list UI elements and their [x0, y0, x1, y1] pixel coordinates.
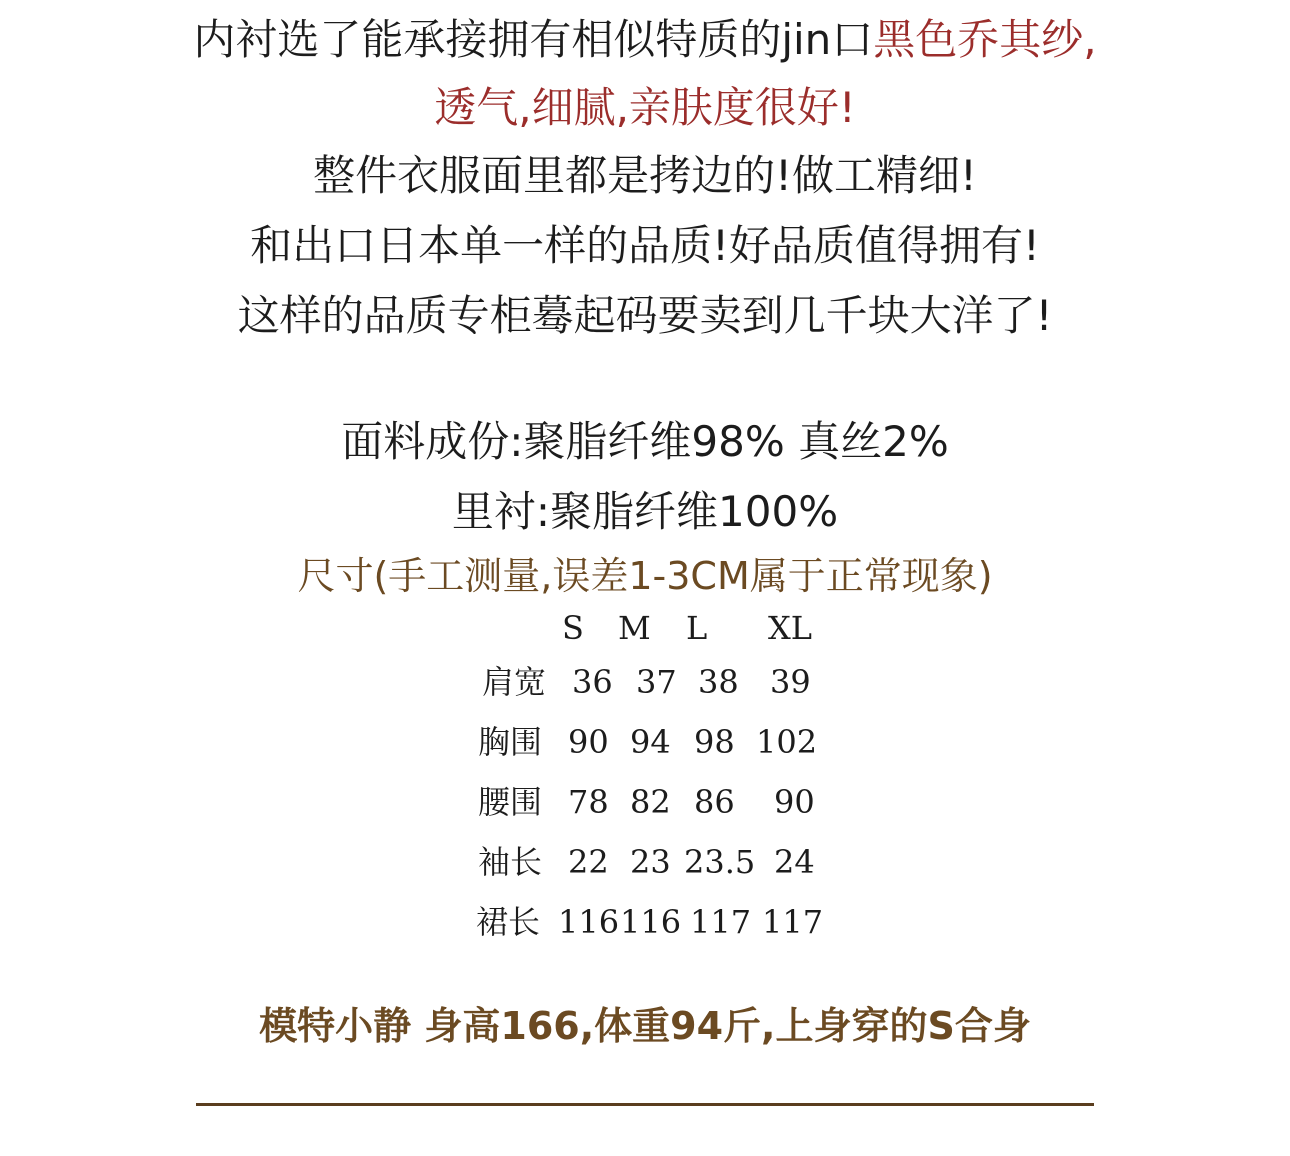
table-cell: 116	[558, 903, 620, 941]
row-label-sleeve: 袖长	[478, 843, 543, 881]
fabric-shell: 面料成份:聚脂纤维98% 真丝2%	[341, 417, 949, 466]
table-cell: 90	[568, 723, 609, 761]
fabric-lining: 里衬:聚脂纤维100%	[451, 487, 839, 536]
table-cell: 37	[636, 663, 677, 701]
intro-line-1	[0, 14, 1290, 66]
table-cell: 86	[694, 783, 735, 821]
size-header-xl: XL	[768, 609, 813, 647]
row-label-chest: 胸围	[478, 723, 543, 761]
table-cell: 22	[568, 843, 609, 881]
intro-line-4: 和出口日本单一样的品质!好品质值得拥有!	[250, 221, 1040, 270]
row-label-shoulder: 肩宽	[482, 663, 547, 701]
table-cell: 82	[630, 783, 671, 821]
table-cell: 102	[756, 723, 818, 761]
divider	[196, 1103, 1094, 1106]
table-cell: 116	[620, 903, 682, 941]
table-cell: 24	[774, 843, 815, 881]
row-label-length: 裙长	[476, 903, 541, 941]
row-label-waist: 腰围	[478, 783, 543, 821]
table-cell: 94	[630, 723, 671, 761]
intro-line-3: 整件衣服面里都是拷边的!做工精细!	[313, 151, 977, 200]
table-cell: 117	[762, 903, 824, 941]
table-cell: 23.5	[684, 843, 756, 881]
size-header-s: S	[562, 609, 584, 647]
size-note: 尺寸(手工测量,误差1-3CM属于正常现象)	[297, 554, 993, 598]
table-cell: 98	[694, 723, 735, 761]
table-cell: 23	[630, 843, 671, 881]
table-cell: 90	[774, 783, 815, 821]
model-note: 模特小静 身高166,体重94斤,上身穿的S合身	[259, 1004, 1031, 1048]
size-header-m: M	[618, 609, 651, 647]
table-cell: 36	[572, 663, 613, 701]
intro-line-1-text: 内衬选了能承接拥有相似特质的jin口	[193, 15, 874, 64]
intro-line-2: 透气,细腻,亲肤度很好!	[434, 83, 856, 132]
table-cell: 39	[770, 663, 811, 701]
intro-line-5: 这样的品质专柜蓦起码要卖到几千块大洋了!	[237, 291, 1053, 340]
table-cell: 38	[698, 663, 739, 701]
table-cell: 78	[568, 783, 609, 821]
table-cell: 117	[690, 903, 752, 941]
intro-line-1-highlight: 黑色乔其纱,	[873, 15, 1097, 64]
size-header-l: L	[686, 609, 708, 647]
